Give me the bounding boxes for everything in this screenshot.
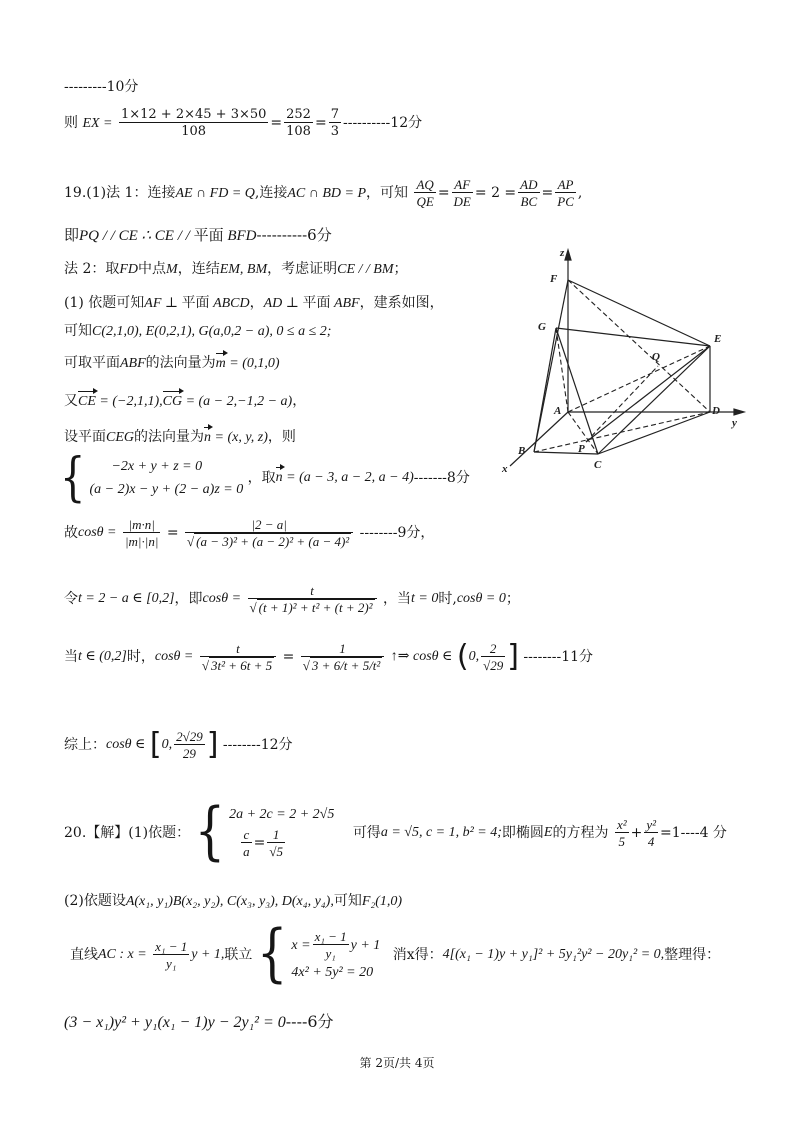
text: ，考虑证明 (267, 261, 338, 277)
text: 设平面 (64, 429, 106, 445)
numerator: t (248, 584, 377, 599)
equation-row: 2a + 2c = 2 + 2√5 (229, 807, 335, 822)
text: 法 2：取 (64, 261, 120, 277)
equation-system (60, 448, 244, 508)
rows (89, 458, 243, 498)
numerator: 1 (267, 828, 285, 843)
text: 整理得： (664, 947, 721, 963)
cos-line-1 (64, 518, 434, 548)
equation-row: 4x² + 5y² = 20 (291, 965, 374, 980)
math: 0, (161, 737, 173, 752)
score-text: ----------6分 (256, 226, 332, 244)
fraction (248, 584, 377, 614)
numerator: x₁ − 1 (314, 929, 347, 944)
p19-line2 (64, 228, 332, 244)
score-text: ----6分 (285, 1012, 334, 1031)
math: 4[(x₁ − 1)y + y₁]² + 5y₁²y² − 20y₁² = 0, (442, 947, 665, 962)
text: ，连结 (177, 261, 220, 277)
numerator: y² (646, 817, 657, 832)
text: = (253, 835, 266, 851)
vector-m: m (215, 356, 226, 371)
fraction (301, 642, 385, 672)
text: + (630, 825, 643, 841)
score-text: --------12分 (222, 737, 293, 753)
label-q: Q (652, 351, 660, 363)
numerator: |m·n| (123, 518, 160, 533)
equation-row: −2x + y + z = 0 (111, 458, 203, 474)
edge-fe (568, 280, 710, 346)
label-b: B (518, 445, 526, 457)
text: 联立 (224, 947, 253, 963)
fraction (555, 178, 576, 208)
denominator: PC (557, 194, 574, 209)
text: (2)依题设 (64, 893, 126, 909)
numerator: 7 (330, 107, 339, 122)
math: FD (119, 262, 139, 277)
denominator: 29 (182, 746, 196, 761)
numerator: t (200, 642, 276, 657)
denominator: a (243, 844, 250, 859)
numerator: AD (520, 177, 538, 192)
edge-ae (568, 346, 710, 412)
edge-ga (556, 328, 568, 412)
line-ac (70, 917, 721, 991)
p20-part1 (64, 795, 727, 869)
edge-fd (568, 280, 710, 412)
math: AF ⊥ (144, 296, 182, 311)
text: 中点 (138, 261, 167, 277)
vectors-line (64, 394, 306, 409)
text: 当 (64, 649, 78, 665)
math: cosθ = (78, 525, 117, 540)
denominator: √ 3t² + 6t + 5 (201, 658, 273, 673)
fraction (153, 940, 189, 970)
math: AC : x = (98, 947, 147, 962)
math: EM, BM (219, 262, 268, 277)
text: ，则 (267, 429, 296, 445)
text: ， (249, 295, 264, 311)
denominator: √ (t + 1)² + t² + (t + 2)² (249, 600, 373, 615)
fraction (200, 642, 276, 672)
equation-row (229, 828, 334, 858)
score-line-10 (64, 80, 138, 94)
math: ABF (120, 356, 146, 371)
denominator: √ 3 + 6/t + 5/t² (302, 658, 381, 673)
radicand: 3 + 6/t + 5/t² (311, 658, 381, 673)
score-text: --------11分 (523, 649, 594, 665)
numerator: AP (555, 178, 576, 193)
p20-part2 (64, 894, 402, 909)
math: t ∈ (0,2] (78, 649, 127, 664)
substitution-line (64, 584, 520, 614)
text: 可知 (64, 323, 92, 339)
text: 直线 (70, 947, 98, 963)
text: = (166, 525, 179, 541)
numerator: 252 (286, 107, 311, 122)
denominator: 108 (181, 124, 207, 139)
text: 即椭圆 (501, 825, 544, 841)
math: cosθ = (154, 649, 194, 664)
text: = 2 = (474, 185, 517, 201)
conclusion-line (64, 727, 293, 762)
fraction (615, 818, 629, 848)
math: PQ / / CE ∴ CE / / (79, 228, 194, 244)
math: CEG (106, 430, 134, 445)
setup-line (64, 296, 444, 311)
expectation-line: 则 EX = $\frac{1\times 12 + 2\times 45 + 3\times 50}{108}$ = $\frac{252}{108}$ = $\frac{7}{3}$ ----------12分 (64, 107, 423, 139)
normal-m-line (64, 356, 280, 371)
label-e: E (714, 333, 722, 345)
fraction (119, 108, 268, 138)
math: t = 2 − a ∈ [0,2] (78, 591, 175, 606)
fraction (267, 828, 285, 858)
final-equation (64, 1014, 334, 1031)
numerator: 2√29 (176, 729, 203, 744)
edge-cd (598, 412, 710, 454)
label-z: z (560, 247, 565, 259)
numerator: 1 (301, 642, 385, 657)
math: 0, (468, 649, 480, 664)
edge-gc (556, 328, 598, 454)
denominator: QE (416, 194, 434, 209)
math: AD ⊥ (263, 296, 303, 311)
numerator: AF (452, 178, 473, 193)
math: y + 1, (191, 947, 225, 962)
text: 可知 (333, 893, 362, 909)
math: = (−2,1,1), (95, 394, 163, 409)
geometry-figure (498, 244, 758, 480)
score-text: ----------12分 (342, 115, 423, 131)
text: 可得 (352, 825, 381, 841)
math: x = (291, 938, 311, 953)
math-ex: EX = (82, 116, 113, 131)
text: 时， (126, 649, 155, 665)
label-x: x (502, 463, 508, 475)
text: ； (505, 591, 520, 607)
text: 的方程为 (552, 825, 609, 841)
math: E (543, 825, 553, 840)
fraction (123, 518, 160, 548)
math: (3 − x₁)y² + y₁(x₁ − 1)y − 2y₁² = 0 (64, 1014, 286, 1031)
radicand: 3t² + 6t + 5 (210, 658, 273, 673)
fraction (329, 108, 341, 138)
text: 又 (64, 393, 78, 409)
denominator: y₁ (166, 956, 177, 971)
text: = (282, 649, 295, 665)
text: 故 (64, 525, 78, 541)
coords-line (64, 324, 331, 339)
text: ,连接 (254, 185, 288, 201)
text: ，取 (247, 470, 276, 486)
vector-n: n (204, 430, 211, 445)
denominator: √ (a − 3)² + (a − 2)² + (a − 4)² (187, 534, 350, 549)
denominator: BC (520, 194, 538, 209)
text: , (577, 185, 583, 201)
text: 的法向量为 (134, 429, 204, 445)
fraction (518, 178, 539, 208)
text: ，可知 (366, 185, 409, 201)
left-paren: ( (456, 639, 469, 674)
text: =1 (660, 825, 681, 841)
score-text: -------8分 (413, 470, 470, 486)
text: 20.【解】(1)依题： (64, 825, 191, 841)
text: 即 (64, 226, 80, 244)
text: 综上： (64, 737, 106, 753)
text: ，当 (383, 591, 412, 607)
numerator: 1×12 + 2×45 + 3×50 (120, 107, 267, 122)
page-number: 第 2页/共 4页 (359, 1056, 435, 1070)
text: 可取平面 (64, 355, 120, 371)
math: cosθ ∈ (106, 737, 146, 752)
math: BFD (223, 228, 257, 244)
fraction (284, 108, 313, 138)
text: 平面 (181, 295, 210, 311)
numerator: 2 (481, 642, 505, 657)
p19-method2 (64, 262, 408, 277)
numerator: x² (616, 817, 627, 832)
math: AC ∩ BD = P (287, 186, 367, 201)
numerator: x₁ − 1 (155, 939, 188, 954)
math: ABCD (209, 296, 250, 311)
numerator: c (241, 828, 252, 843)
edge-ge (556, 328, 710, 346)
edge-bc (534, 452, 598, 454)
edge-bd (534, 412, 710, 452)
brace: { (60, 448, 86, 508)
text: 则 (64, 115, 78, 131)
math: ↑⇒ cosθ ∈ (390, 649, 453, 664)
rows (291, 930, 380, 980)
text: ，即 (174, 591, 203, 607)
equation-row: (a − 2)x − y + (2 − a)z = 0 (89, 481, 244, 497)
denominator: DE (453, 194, 471, 209)
label-a: A (554, 405, 562, 417)
fraction (452, 178, 473, 208)
z-arrow (565, 250, 571, 260)
text: 19.(1)法 1：连接 (64, 185, 176, 201)
right-bracket: ] (507, 639, 519, 674)
text: ； (393, 261, 408, 277)
numerator: |2 − a| (185, 518, 353, 533)
text: 的法向量为 (145, 355, 216, 371)
text: ，建系如图， (359, 295, 444, 311)
fraction (644, 818, 658, 848)
denominator: 3 (330, 124, 339, 139)
label-g: G (538, 321, 546, 333)
text: 平面 (302, 295, 331, 311)
text: 时, (438, 591, 457, 607)
label-p: P (578, 443, 585, 455)
text: 消x得： (392, 947, 443, 963)
math: cosθ = (202, 591, 242, 606)
monotonic-line (64, 639, 594, 674)
brace: { (256, 917, 288, 991)
equation-row (291, 930, 380, 960)
vector-cg: CG (162, 394, 183, 409)
math: C(2,1,0), E(0,2,1), G(a,0,2 − a), 0 ≤ a ≤ 2; (92, 324, 332, 339)
denominator: 108 (286, 124, 311, 139)
label-d: D (712, 405, 720, 417)
right-bracket: ] (206, 727, 219, 762)
radicand: (a − 3)² + (a − 2)² + (a − 4)² (196, 534, 350, 549)
brace: { (194, 795, 226, 869)
denominator: |m|·|n| (124, 534, 159, 549)
math: y + 1 (350, 938, 381, 953)
text: (1) 依题可知 (64, 295, 145, 311)
text: 平面 (193, 226, 224, 244)
math: = (a − 3, a − 2, a − 4) (282, 470, 414, 485)
x-axis (510, 412, 568, 466)
equation-system (256, 917, 381, 991)
math: F₂(1,0) (361, 894, 403, 909)
radicand: (t + 1)² + t² + (t + 2)² (258, 600, 373, 615)
math: = (a − 2,−1,2 − a) (182, 394, 293, 409)
math: CE / / BM (337, 262, 394, 277)
score-text: ---------10分 (64, 79, 139, 95)
numerator: AQ (416, 177, 434, 192)
fraction (313, 930, 349, 960)
text: ， (292, 393, 307, 409)
math: M (166, 262, 178, 277)
label-f: F (550, 273, 558, 285)
math: a = √5, c = 1, b² = 4; (380, 825, 502, 840)
fraction (241, 828, 252, 858)
page-footer (0, 1054, 794, 1071)
score-text: --------9分， (359, 525, 435, 541)
denominator: 4 (647, 834, 655, 849)
fraction (414, 178, 435, 208)
equation-system (194, 795, 335, 869)
label-c: C (594, 459, 602, 471)
score-text: ----4 分 (680, 825, 727, 841)
math: = (x, y, z) (211, 430, 268, 445)
denominator: √5 (269, 844, 283, 859)
denominator: √29 (483, 658, 504, 673)
fraction (481, 642, 505, 672)
fraction (174, 730, 205, 760)
text: 令 (64, 591, 78, 607)
math: = (0,1,0) (225, 356, 280, 371)
denominator: y₁ (325, 946, 336, 961)
math: A(x₁, y₁)B(x₂, y₂), C(x₃, y₃), D(x₄, y₄), (125, 894, 334, 909)
y-arrow (734, 409, 744, 415)
vector-ce: CE (78, 394, 96, 409)
math: ABF (330, 296, 360, 311)
rows (229, 808, 334, 858)
math: AE ∩ FD = Q (175, 186, 255, 201)
normal-n-line (64, 430, 296, 445)
left-bracket: [ (149, 727, 162, 762)
system-equations (60, 448, 470, 508)
p19-method1: 19.(1)法 1：连接AE ∩ FD = Q,连接AC ∩ BD = P，可知 $\frac{AQ}{QE}$ = $\frac{AF}{DE}$ = 2 = $\frac{AD}{BC}$ = $\frac{AP}{PC}$ , (64, 177, 583, 209)
math: cosθ = 0 (456, 591, 506, 606)
edge-pe (586, 346, 710, 442)
fraction (185, 518, 353, 548)
vector-n: n (275, 470, 283, 485)
math: t = 0 (411, 591, 439, 606)
label-y: y (732, 417, 737, 429)
denominator: 5 (618, 834, 626, 849)
